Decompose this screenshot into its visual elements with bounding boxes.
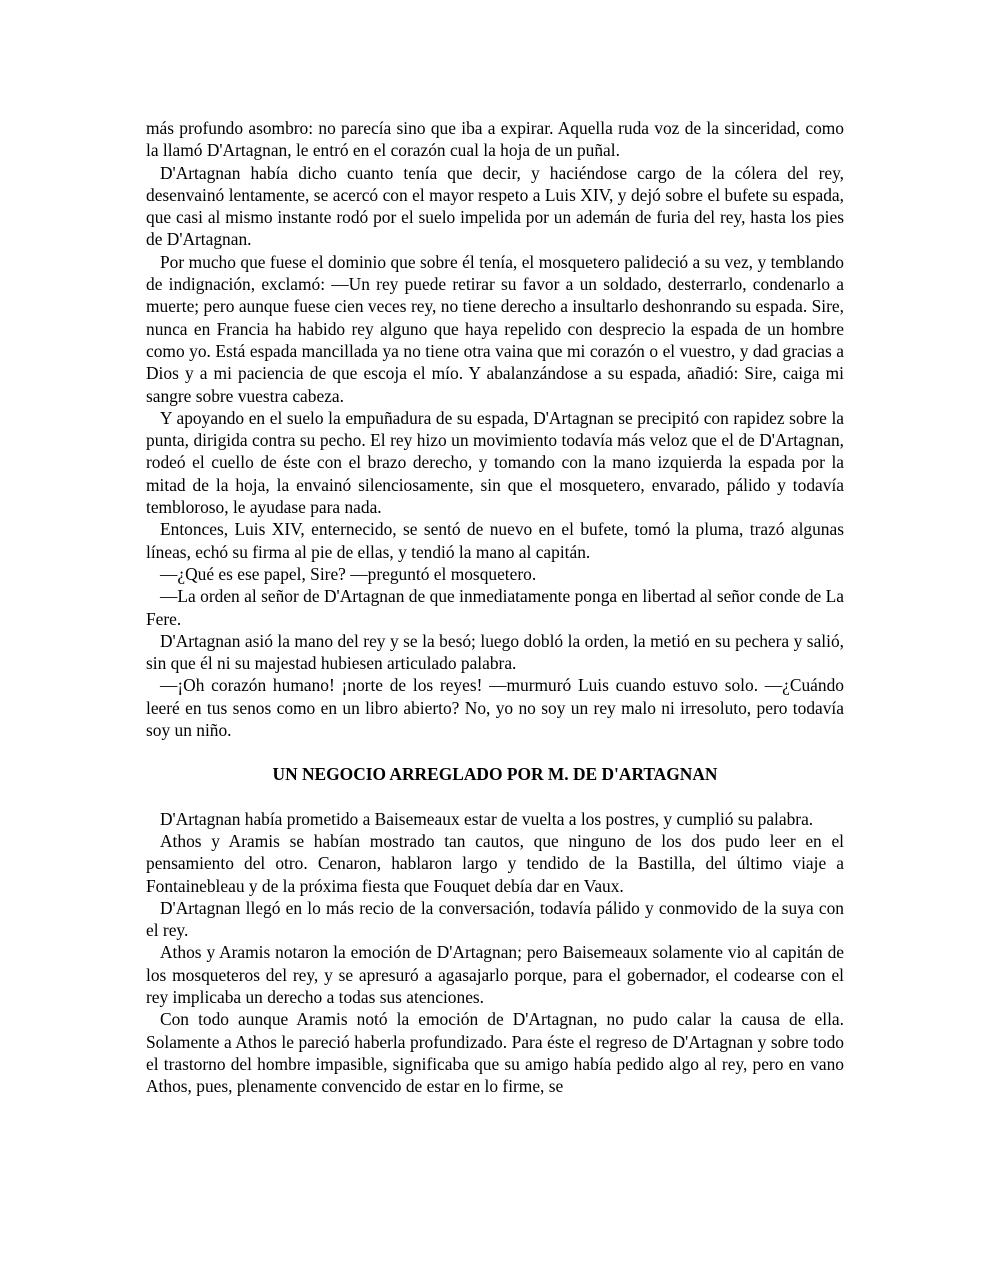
paragraph: Con todo aunque Aramis notó la emoción de D'Artagnan, no pudo calar la causa de ella. Solamente a Athos le pareció haberla profundizado. Para éste el regreso de D'Artagnan y sobre todo el trastorno del hombre impasible, significaba que su amigo había pedido algo al rey, pero en vano Athos, pues, plenamente convencido de estar en lo firme, se bbox=[146, 1009, 844, 1097]
chapter-title: UN NEGOCIO ARREGLADO POR M. DE D'ARTAGNAN bbox=[272, 764, 718, 785]
dialogue-line: —¡Oh corazón humano! ¡norte de los reyes! —murmuró Luis cuando estuvo solo. —¿Cuándo leeré en tus senos como en un libro abierto? No, yo no soy un rey malo ni irresoluto, pero todavía soy un niño. bbox=[146, 675, 844, 741]
paragraph: Por mucho que fuese el dominio que sobre él tenía, el mosquetero palideció a su vez, y temblando de indignación, exclamó: —Un rey puede retirar su favor a un soldado, desterrarlo, condenarlo a muerte; pero aunque fuese cien veces rey, no tiene derecho a insultarlo deshonrando su espada. Sire, nunca en Francia ha habido rey alguno que haya repelido con desprecio la espada de un hombre como yo. Está espada mancillada ya no tiene otra vaina que mi corazón o el vuestro, y dad gracias a Dios y a mi paciencia de que escoja el mío. Y abalanzándose a su espada, añadió: Sire, caiga mi sangre sobre vuestra cabeza. bbox=[146, 251, 844, 406]
continued-paragraph: más profundo asombro: no parecía sino que iba a expirar. Aquella ruda voz de la sinceridad, como la llamó D'Artagnan, le entró en el corazón cual la hoja de un puñal. bbox=[146, 118, 844, 161]
document-page bbox=[146, 117, 844, 1097]
paragraph: Athos y Aramis se habían mostrado tan cautos, que ninguno de los dos pudo leer en el pensamiento del otro. Cenaron, hablaron largo y tendido de la Bastilla, del último viaje a Fontainebleau y de la próxima fiesta que Fouquet debía dar en Vaux. bbox=[146, 830, 844, 896]
dialogue-line: —La orden al señor de D'Artagnan de que inmediatamente ponga en libertad al señor conde de La Fere. bbox=[146, 586, 844, 629]
paragraph: D'Artagnan había dicho cuanto tenía que decir, y haciéndose cargo de la cólera del rey, desenvainó lentamente, se acercó con el mayor respeto a Luis XIV, y dejó sobre el bufete su espada, que casi al mismo instante rodó por el suelo impelida por un ademán de furia del rey, hasta los pies de D'Artagnan. bbox=[146, 162, 844, 250]
paragraph: D'Artagnan llegó en lo más recio de la conversación, todavía pálido y conmovido de la suya con el rey. bbox=[146, 897, 844, 941]
paragraph: D'Artagnan asió la mano del rey y se la besó; luego dobló la orden, la metió en su pechera y salió, sin que él ni su majestad hubiesen articulado palabra. bbox=[146, 630, 844, 674]
paragraph: D'Artagnan había prometido a Baisemeaux estar de vuelta a los postres, y cumplió su palabra. bbox=[160, 808, 814, 829]
paragraph: Athos y Aramis notaron la emoción de D'Artagnan; pero Baisemeaux solamente vio al capitán de los mosqueteros del rey, y se apresuró a agasajarlo porque, para el gobernador, el codearse con el rey implicaba un derecho a todas sus atenciones. bbox=[146, 942, 844, 1007]
paragraph: Entonces, Luis XIV, enternecido, se sentó de nuevo en el bufete, tomó la pluma, trazó algunas líneas, echó su firma al pie de ellas, y tendió la mano al capitán. bbox=[146, 519, 844, 562]
paragraph: Y apoyando en el suelo la empuñadura de su espada, D'Artagnan se precipitó con rapidez sobre la punta, dirigida contra su pecho. El rey hizo un movimiento todavía más veloz que el de D'Artagnan, rodeó el cuello de éste con el brazo derecho, y tomando con la mano izquierda la espada por la mitad de la hoja, la envainó silenciosamente, sin que el mosquetero, envarado, pálido y todavía tembloroso, le ayudase para nada. bbox=[146, 407, 844, 518]
dialogue-line: —¿Qué es ese papel, Sire? —preguntó el mosquetero. bbox=[160, 563, 537, 584]
